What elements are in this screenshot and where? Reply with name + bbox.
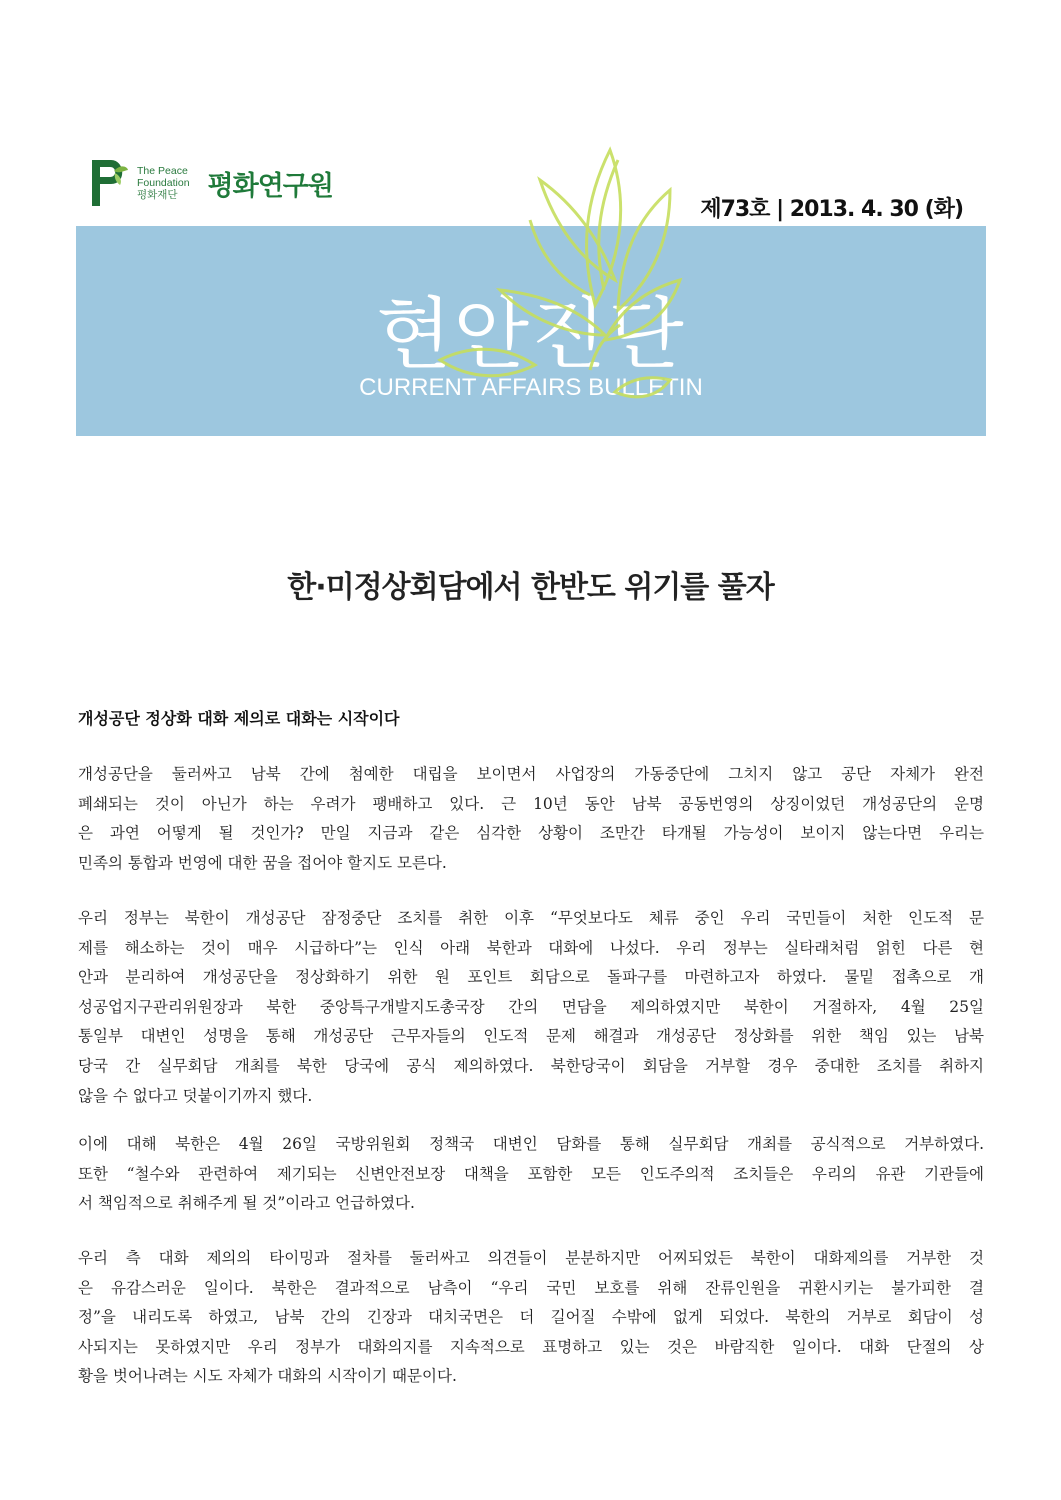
paragraph [78,904,984,1111]
issue-number-date: 제73호 | 2013. 4. 30 (화) [700,197,963,222]
logo-line: The Peace [137,165,188,177]
text-line: 또한 “철수와 관련하여 제기되는 신변안전보장 대책을 포함한 모든 인도주의적 조치들은 우리의 유관 기관들에 [78,1164,984,1183]
text-line: 성공업지구관리위원장과 북한 중앙특구개발지도총국장 간의 면담을 제의하였지만 북한이 거절하자, 4월 25일 [78,997,984,1016]
text-line: 않을 수 없다고 덧붙이기까지 했다. [78,1086,313,1105]
section-heading: 개성공단 정상화 대화 제의로 대화는 시작이다 [78,709,400,728]
logo-line: 평화재단 [137,189,178,201]
text-line: 사되지는 못하였지만 우리 정부가 대화의지를 지속적으로 표명하고 있는 것은 바람직한 일이다. 대화 단절의 상 [78,1337,984,1356]
org-name: 평화연구원 [207,170,333,202]
text-line: 황을 벗어나려는 시도 자체가 대화의 시작이기 때문이다. [78,1367,457,1386]
banner-subtitle: CURRENT AFFAIRS BULLETIN [359,374,703,401]
text-line: 폐쇄되는 것이 아닌가 하는 우려가 팽배하고 있다. 근 10년 동안 남북 공동번영의 상징이었던 개성공단의 운명 [78,794,984,813]
peace-foundation-logo [89,158,333,208]
text-line: 우리 측 대화 제의의 타이밍과 절차를 둘러싸고 의견들이 분분하지만 어찌되었든 북한이 대화제의를 거부한 것 [78,1249,984,1267]
logo-line: Foundation [137,177,190,189]
text-line: 은 유감스러운 일이다. 북한은 결과적으로 남측이 “우리 국민 보호를 위해 잔류인원을 귀환시키는 불가피한 결 [78,1278,984,1297]
text-line: 안과 분리하여 개성공단을 정상화하기 위한 원 포인트 회담으로 돌파구를 마련하고자 하였다. 물밑 접촉으로 개 [78,968,984,987]
text-line: 제를 해소하는 것이 매우 시급하다”는 인식 아래 북한과 대화에 나섰다. 우리 정부는 실타래처럼 얽힌 다른 현 [78,938,984,957]
paragraph [78,760,984,878]
text-line: 우리 정부는 북한이 개성공단 잠정중단 조치를 취한 이후 “무엇보다도 체류 중인 우리 국민들이 처한 인도적 문 [78,909,984,927]
text-line: 이에 대해 북한은 4월 26일 국방위원회 정책국 대변인 담화를 통해 실무회담 개최를 공식적으로 거부하였다. [78,1135,984,1153]
text-line: 은 과연 어떻게 될 것인가? 만일 지금과 같은 심각한 상황이 조만간 타개될 가능성이 보이지 않는다면 우리는 [78,824,984,843]
leaf-decoration-icon [380,130,700,450]
text-line: 민족의 통합과 번영에 대한 꿈을 접어야 할지도 모른다. [78,853,447,872]
text-line: 통일부 대변인 성명을 통해 개성공단 근무자들의 인도적 문제 해결과 개성공단 정상화를 위한 책임 있는 남북 [78,1027,984,1046]
text-line: 당국 간 실무회담 개최를 북한 당국에 공식 제의하였다. 북한당국이 회담을 거부할 경우 중대한 조치를 취하지 [78,1056,984,1075]
logo-text [137,165,190,201]
text-line: 정”을 내리도록 하였고, 남북 간의 긴장과 대치국면은 더 길어질 수밖에 없게 되었다. 북한의 거부로 회담이 성 [78,1308,984,1327]
paragraph [78,1130,984,1219]
peace-foundation-logo-icon [89,158,131,208]
text-line: 서 책임적으로 취해주게 될 것”이라고 언급하였다. [78,1194,415,1213]
paragraph [78,1244,984,1392]
banner-title: 현안진단 [376,290,686,380]
article-title: 한·미정상회담에서 한반도 위기를 풀자 [287,570,774,605]
text-line: 개성공단을 둘러싸고 남북 간에 첨예한 대립을 보이면서 사업장의 가동중단에 그치지 않고 공단 자체가 완전 [78,765,984,783]
